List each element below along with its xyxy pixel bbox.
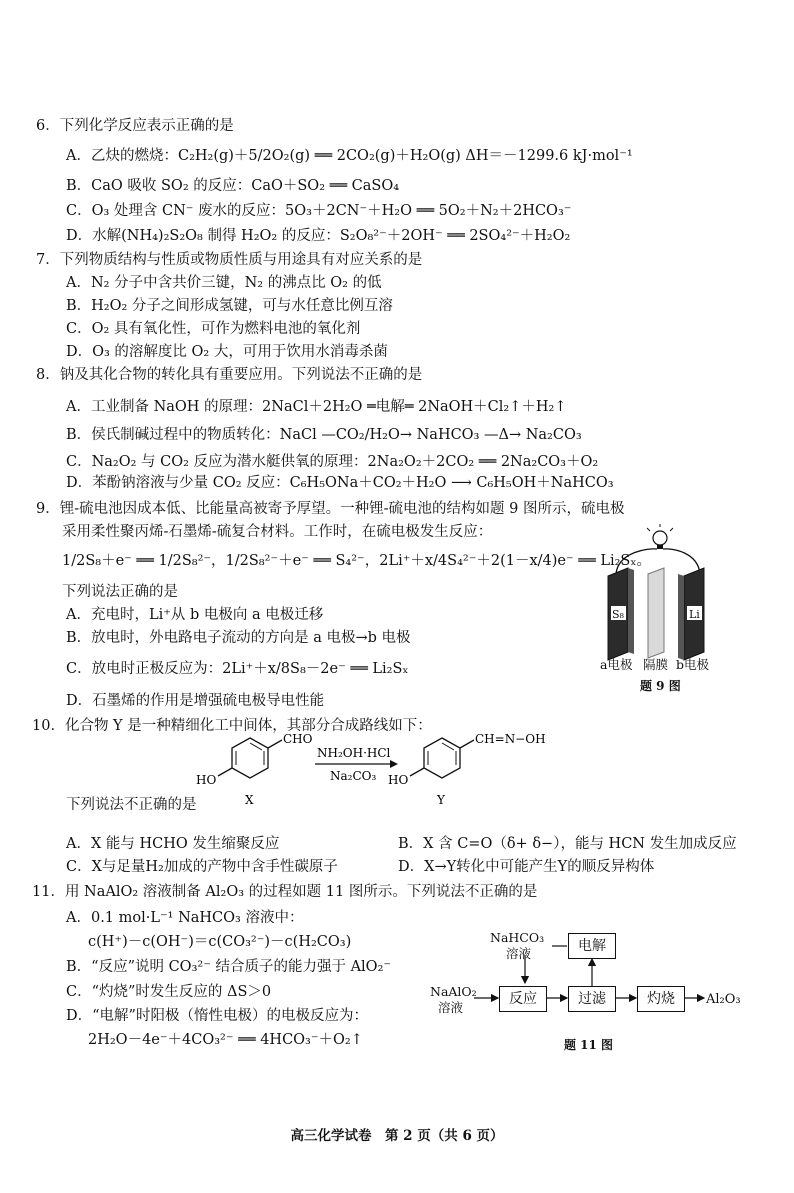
q8-stem: 8．钠及其化合物的转化具有重要应用。下列说法不正确的是	[36, 367, 423, 383]
q9-option-a: A．充电时，Li⁺从 b 电极向 a 电极迁移	[66, 607, 324, 623]
q9-option-d: D．石墨烯的作用是增强硫电极导电性能	[66, 693, 325, 709]
q9-option-b: B．放电时，外电路电子流动的方向是 a 电极→b 电极	[66, 630, 411, 646]
q6-option-b: B．CaO 吸收 SO₂ 的反应：CaO＋SO₂ ══ CaSO₄	[66, 178, 400, 194]
a-electrode-label: a电极	[600, 657, 633, 672]
q7-stem: 7．下列物质结构与性质或物质性质与用途具有对应关系的是	[36, 252, 423, 268]
reagent-top: NH₂OH·HCl	[317, 746, 391, 760]
li-label: Li	[689, 608, 700, 621]
q11-option-d-line1: D．“电解”时阳极（惰性电极）的电极反应为：	[66, 1008, 368, 1024]
x-cho-group: CHO	[283, 732, 313, 746]
q11-option-b: B．“反应”说明 CO₃²⁻ 结合质子的能力强于 AlO₂⁻	[66, 959, 392, 975]
naalo2-label: NaAlO₂	[430, 984, 477, 999]
q8-option-b: B．侯氏制碱过程中的物质转化：NaCl —CO₂/H₂O→ NaHCO₃ —Δ→ Na₂CO₃	[66, 427, 582, 443]
q10-option-b: B．X 含 C=O（δ+ δ−），能与 HCN 发生加成反应	[398, 836, 737, 852]
reaction-arrow-icon	[315, 760, 398, 768]
figure-11-caption: 题 11 图	[564, 1038, 614, 1052]
synthesis-route	[190, 730, 570, 810]
q7-option-d: D．O₃ 的溶解度比 O₂ 大，可用于饮用水消毒杀菌	[66, 344, 388, 360]
q7-option-a: A．N₂ 分子中含共价三键，N₂ 的沸点比 O₂ 的低	[66, 275, 382, 291]
b-electrode-label: b电极	[676, 657, 710, 672]
q11-option-d-line2: 2H₂O－4e⁻＋4CO₃²⁻ ══ 4HCO₃⁻＋O₂↑	[88, 1032, 363, 1048]
q11-stem: 11．用 NaAlO₂ 溶液制备 Al₂O₃ 的过程如题 11 图所示。下列说法不正确的是	[32, 884, 538, 900]
burn-box: 灼烧	[637, 986, 685, 1012]
y-oxime-group: CH=N−OH	[475, 732, 546, 746]
al2o3-product-label: Al₂O₃	[706, 992, 741, 1007]
q7-option-b: B．H₂O₂ 分子之间形成氢键，可与水任意比例互溶	[66, 298, 393, 314]
reagent-bottom: Na₂CO₃	[330, 769, 377, 783]
compound-y-label: Y	[437, 793, 445, 807]
bulb-icon	[647, 524, 673, 549]
q6-option-c: C．O₃ 处理含 CN⁻ 废水的反应：5O₃＋2CN⁻＋H₂O ══ 5O₂＋N₂＋2HCO₃⁻	[66, 203, 572, 219]
flowchart-arrows	[470, 925, 720, 1020]
q7-option-c: C．O₂ 具有氧化性，可作为燃料电池的氧化剂	[66, 321, 361, 337]
x-ho-group: HO	[196, 773, 217, 787]
q11-option-a-line2: c(H⁺)－c(OH⁻)＝c(CO₃²⁻)－c(H₂CO₃)	[88, 934, 352, 950]
compound-x-label: X	[245, 793, 254, 807]
q9-stem-line2: 采用柔性聚丙烯-石墨烯-硫复合材料。工作时，在硫电极发生反应：	[62, 524, 493, 540]
wire-right	[663, 549, 700, 574]
q11-option-c: C．“灼烧”时发生反应的 ΔS＞0	[66, 984, 272, 1000]
figure-9-caption: 题 9 图	[640, 679, 681, 693]
q6-option-a: A．乙炔的燃烧：C₂H₂(g)＋5/2O₂(g) ══ 2CO₂(g)＋H₂O(g) ΔH＝－1299.6 kJ·mol⁻¹	[66, 148, 633, 164]
q6-stem: 6．下列化学反应表示正确的是	[36, 118, 234, 134]
compound-y-ring	[410, 738, 474, 778]
electrolysis-box: 电解	[568, 933, 616, 959]
q10-ask: 下列说法不正确的是	[66, 797, 197, 813]
q10-stem: 10．化合物 Y 是一种精细化工中间体，其部分合成路线如下：	[32, 718, 432, 734]
filter-box: 过滤	[568, 986, 616, 1012]
q9-stem-line1: 9．锂-硫电池因成本低、比能量高被寄予厚望。一种锂-硫电池的结构如题 9 图所示，硫电极	[36, 501, 625, 517]
s8-label: S₈	[612, 608, 624, 621]
q11-option-a-line1: A．0.1 mol·L⁻¹ NaHCO₃ 溶液中：	[66, 910, 304, 926]
q10-option-d: D．X→Y转化中可能产生Y的顺反异构体	[398, 859, 655, 875]
q10-option-c: C．X与足量H₂加成的产物中含手性碳原子	[66, 859, 338, 875]
q8-option-a: A．工业制备 NaOH 的原理：2NaCl＋2H₂O ═电解═ 2NaOH＋Cl₂↑＋H₂↑	[66, 399, 567, 415]
q9-ask: 下列说法正确的是	[62, 584, 178, 600]
q8-option-d: D．苯酚钠溶液与少量 CO₂ 反应：C₆H₅ONa＋CO₂＋H₂O ⟶ C₆H₅OH＋NaHCO₃	[66, 475, 614, 491]
q9-equations: 1/2S₈＋e⁻ ══ 1/2S₈²⁻，1/2S₈²⁻＋e⁻ ══ S₄²⁻，2Li⁺＋x/4S₄²⁻＋2(1－x/4)e⁻ ══ Li₂Sₓ。	[62, 553, 651, 569]
q10-option-a: A．X 能与 HCHO 发生缩聚反应	[66, 836, 280, 852]
reaction-box: 反应	[499, 986, 547, 1012]
battery-figure	[598, 524, 718, 674]
q9-option-c: C．放电时正极反应为：2Li⁺＋x/8S₈－2e⁻ ══ Li₂Sₓ	[66, 661, 409, 677]
membrane	[648, 568, 664, 658]
nahco3-label: NaHCO₃	[490, 930, 545, 945]
page-footer: 高三化学试卷 第 2 页（共 6 页）	[290, 1128, 504, 1144]
naalo2-solution-label: 溶液	[438, 1000, 464, 1015]
y-ho-group: HO	[388, 773, 409, 787]
q8-option-c: C．Na₂O₂ 与 CO₂ 反应为潜水艇供氧的原理：2Na₂O₂＋2CO₂ ══ 2Na₂CO₃＋O₂	[66, 454, 599, 470]
compound-x-ring	[218, 738, 282, 778]
q6-option-d: D．水解(NH₄)₂S₂O₈ 制得 H₂O₂ 的反应：S₂O₈²⁻＋2OH⁻ ══ 2SO₄²⁻＋H₂O₂	[66, 228, 571, 244]
nahco3-solution-label: 溶液	[506, 946, 532, 961]
membrane-label: 隔膜	[643, 657, 669, 672]
